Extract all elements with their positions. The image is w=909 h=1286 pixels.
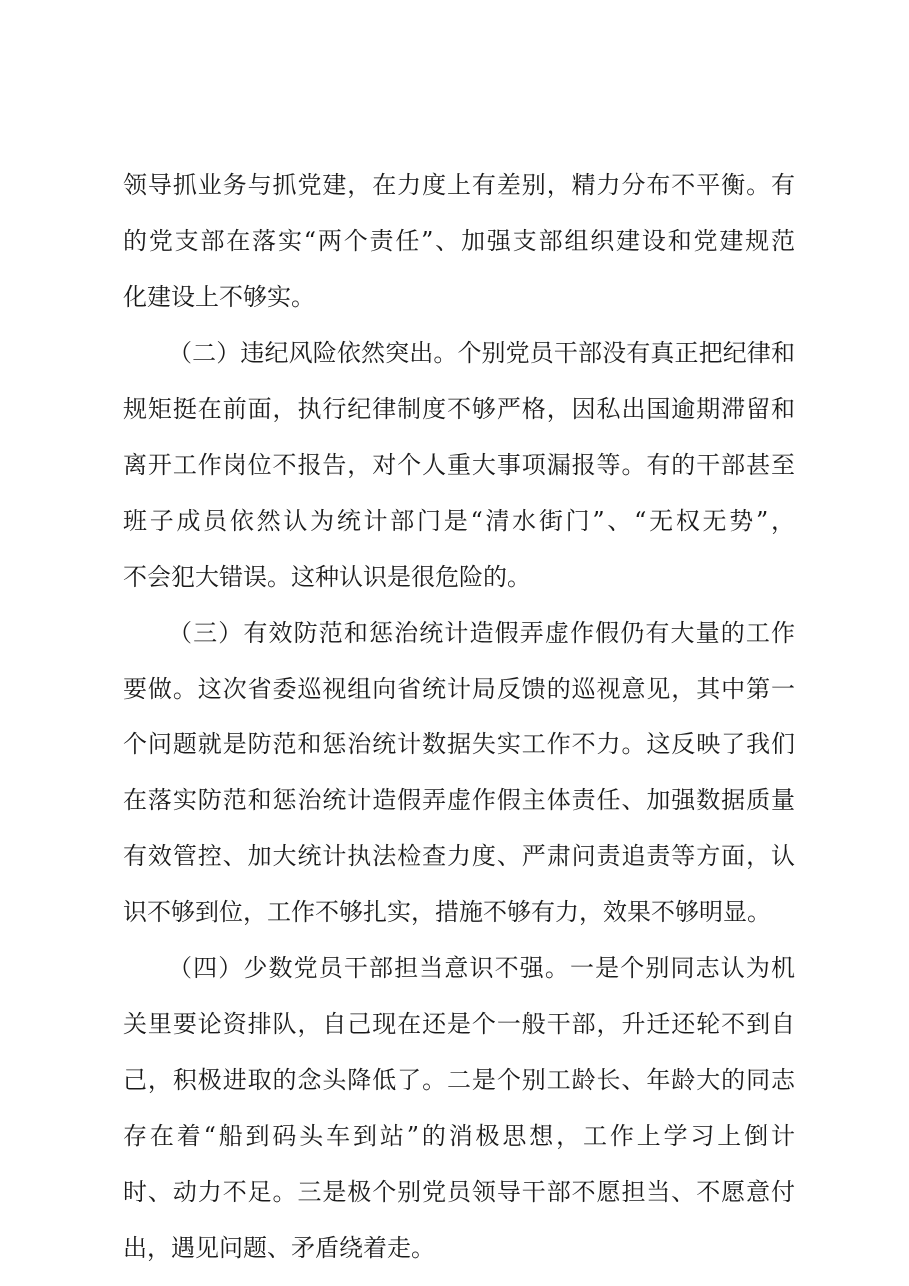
text-line: 领导抓业务与抓党建，在力度上有差别，精力分布不平衡。有 xyxy=(123,171,795,199)
text-line: 时、动力不足。三是极个别党员领导干部不愿担当、不愿意付 xyxy=(123,1178,795,1207)
text-line: 出，遇见问题、矛盾绕着走。 xyxy=(123,1234,435,1262)
paragraph-heading-line: （三）有效防范和惩治统计造假弄虚作假仍有大量的工作 xyxy=(168,618,795,647)
text-line: 规矩挺在前面，执行纪律制度不够严格，因私出国逾期滞留和 xyxy=(123,394,795,423)
text-line: 识不够到位，工作不够扎实，措施不够有力，效果不够明显。 xyxy=(123,898,771,927)
text-line: 班子成员依然认为统计部门是“清水街门”、“无权无势”， xyxy=(123,506,795,535)
paragraph-heading-line: （二）违纪风险依然突出。个别党员干部没有真正把纪律和 xyxy=(168,338,795,367)
text-line: 存在着“船到码头车到站”的消极思想，工作上学习上倒计 xyxy=(123,1122,795,1151)
text-line: 不会犯大错误。这种认识是很危险的。 xyxy=(123,562,531,591)
text-line: 离开工作岗位不报告，对个人重大事项漏报等。有的干部甚至 xyxy=(123,450,795,479)
paragraph-heading-line: （四）少数党员干部担当意识不强。一是个别同志认为机 xyxy=(168,954,795,983)
text-line: 有效管控、加大统计执法检查力度、严肃问责追责等方面，认 xyxy=(123,842,795,871)
text-line: 在落实防范和惩治统计造假弄虚作假主体责任、加强数据质量 xyxy=(123,786,795,815)
text-line: 化建设上不够实。 xyxy=(123,282,315,311)
text-line: 己，积极进取的念头降低了。二是个别工龄长、年龄大的同志 xyxy=(123,1066,795,1095)
text-line: 个问题就是防范和惩治统计数据失实工作不力。这反映了我们 xyxy=(123,730,795,759)
text-line: 要做。这次省委巡视组向省统计局反馈的巡视意见，其中第一 xyxy=(123,674,795,703)
text-line: 关里要论资排队，自己现在还是个一般干部，升迁还轮不到自 xyxy=(123,1010,795,1039)
text-line: 的党支部在落实“两个责任”、加强支部组织建设和党建规范 xyxy=(123,226,795,255)
